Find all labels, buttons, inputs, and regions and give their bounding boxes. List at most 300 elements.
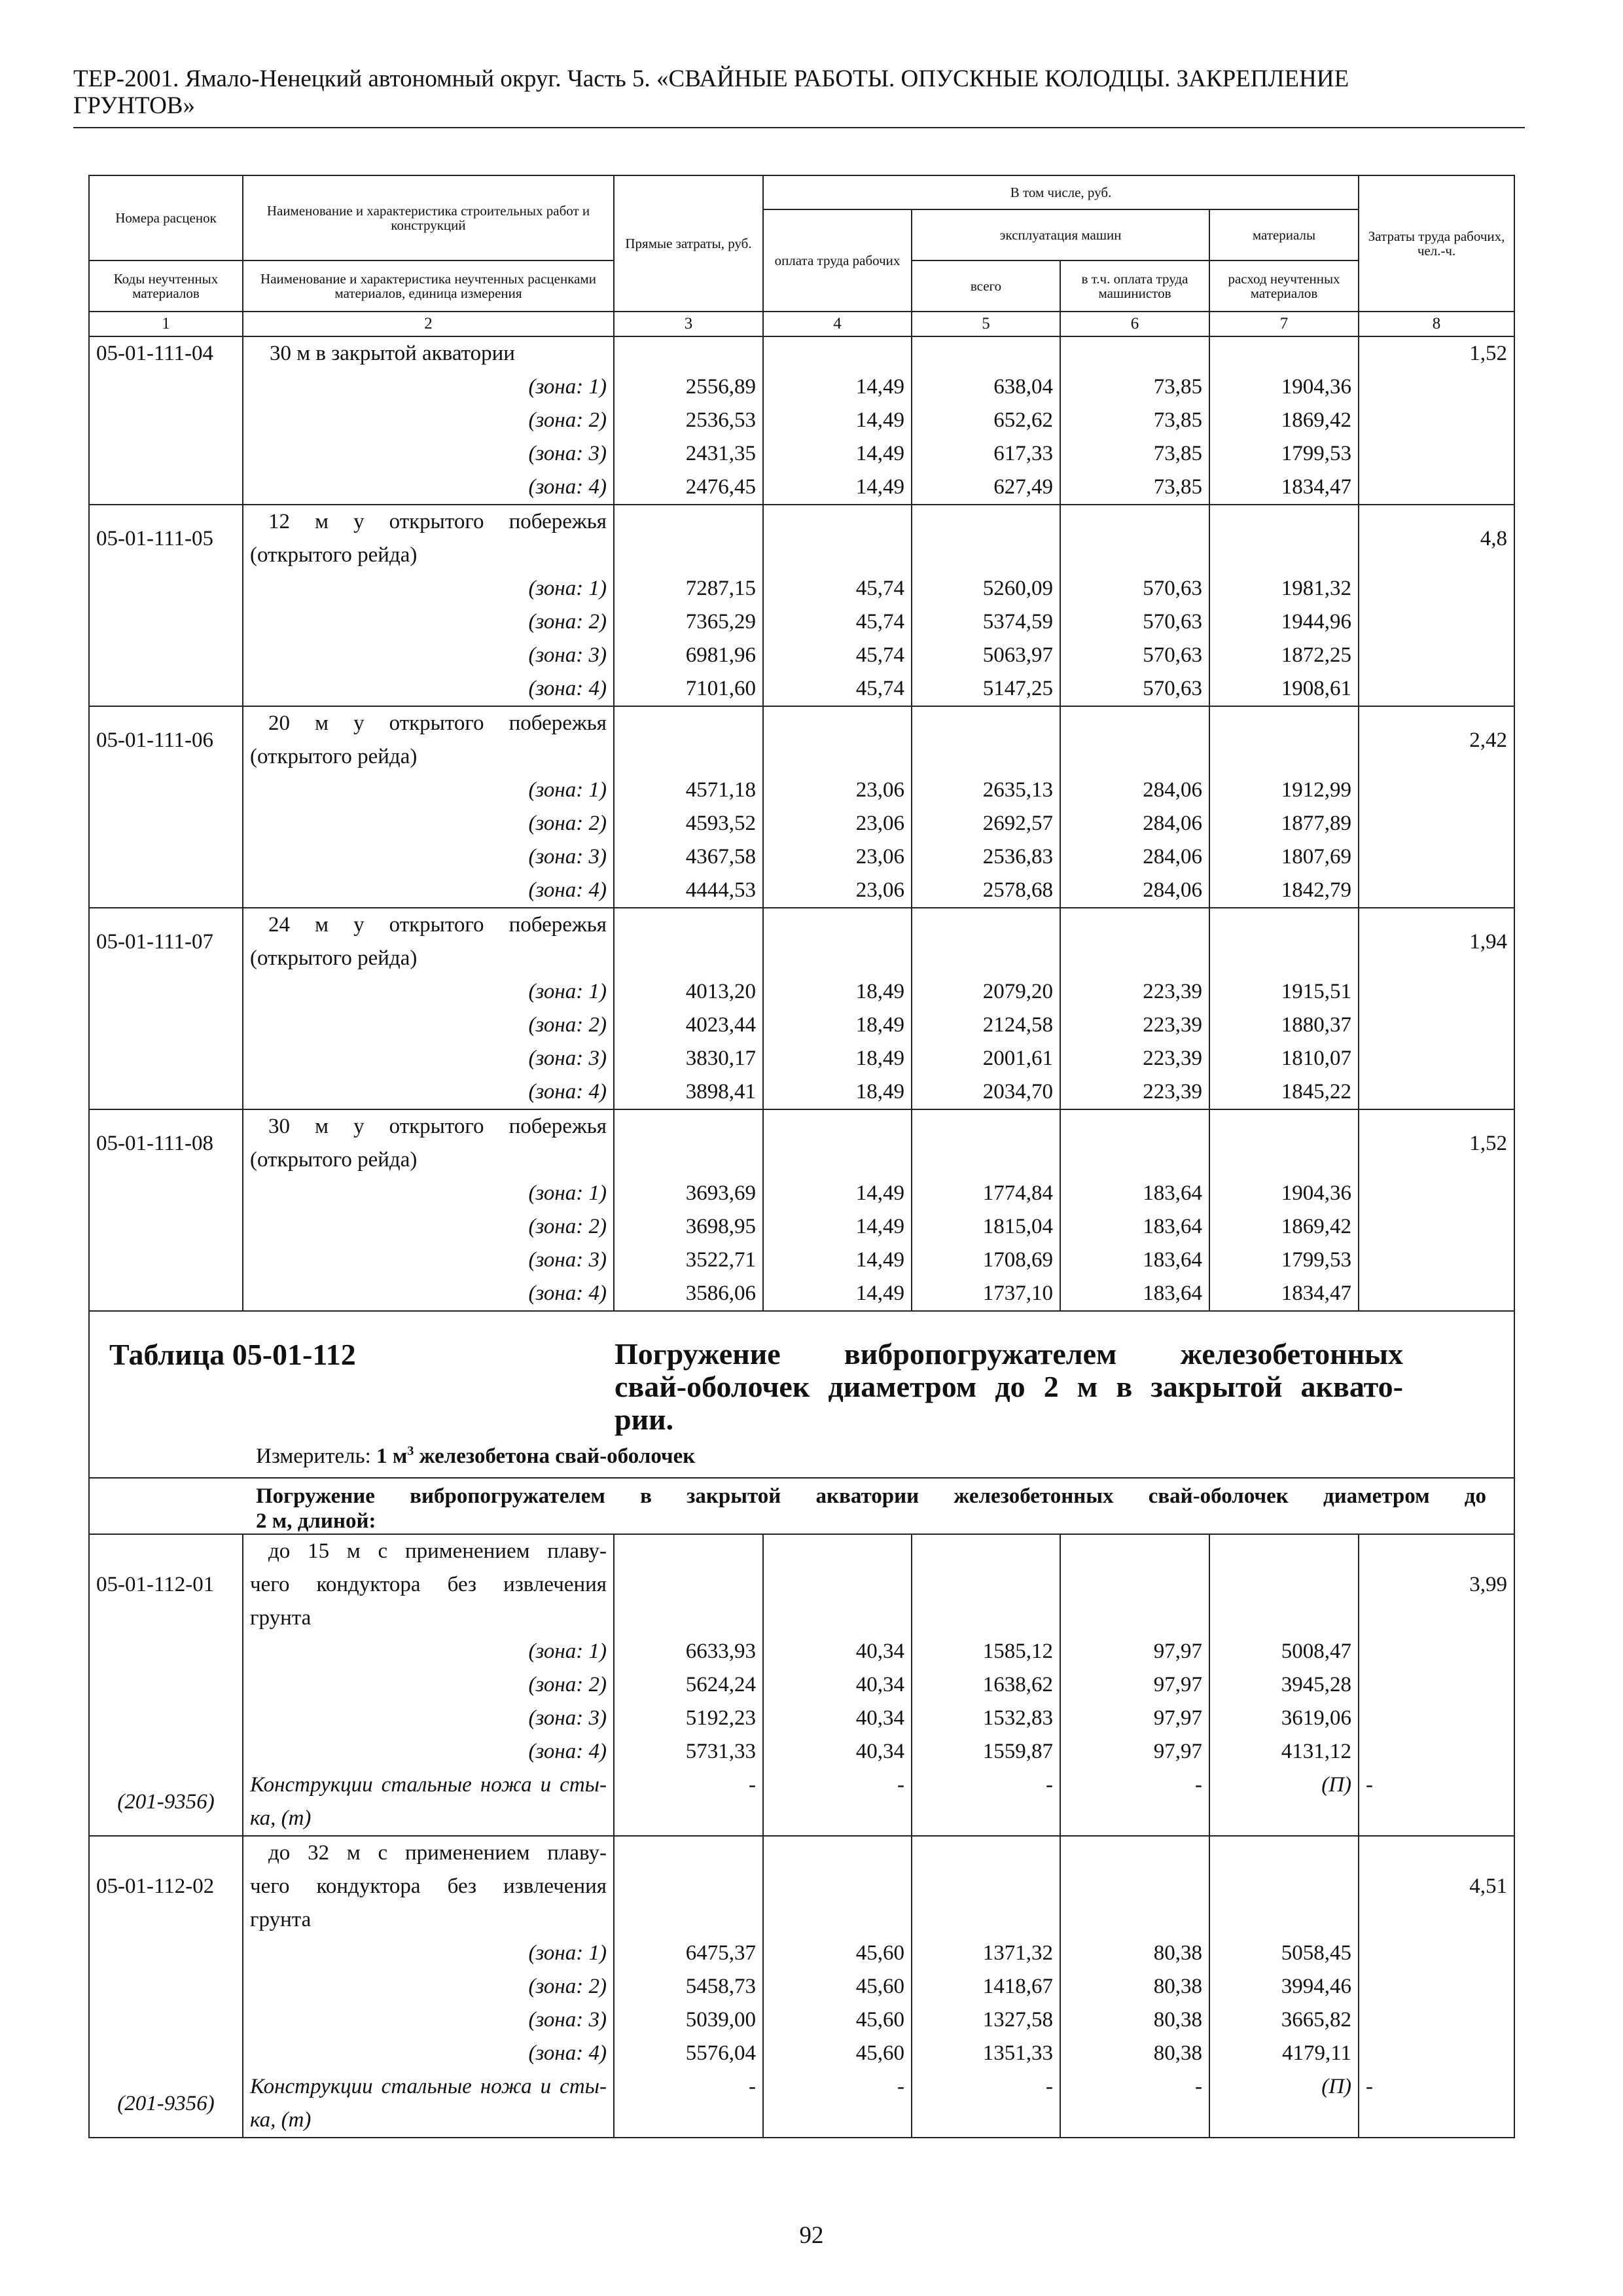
rate-description-line: (открытого рейда) [250,946,418,970]
zone-label: (зона: 3) [243,1244,614,1277]
materials-cost: 5008,47 [1209,1635,1359,1668]
zone-label: (зона: 1) [243,1635,614,1668]
direct-cost: 5192,23 [614,1702,763,1735]
rate-row [89,505,1514,572]
material-machines-dash: - [912,1768,1060,1836]
rate-group [89,1109,1514,1311]
materials-cost: 1834,47 [1209,471,1359,505]
rate-group [89,1836,1514,2138]
zone-label: (зона: 1) [243,370,614,404]
direct-cost: 4013,20 [614,975,763,1009]
table-112-title [89,1311,1514,1534]
machines-total: 1559,87 [912,1735,1060,1768]
machines-total: 5374,59 [912,605,1060,639]
material-consumption: (П) [1209,2070,1359,2138]
zone-row [89,1009,1514,1042]
direct-cost: 4593,52 [614,807,763,840]
zone-label: (зона: 2) [243,605,614,639]
zone-label: (зона: 2) [243,1009,614,1042]
rate-group [89,336,1514,505]
rate-code: 05-01-111-06 [89,706,243,774]
zone-row [89,2003,1514,2037]
machines-total: 1532,83 [912,1702,1060,1735]
machines-total: 1327,58 [912,2003,1060,2037]
machines-total: 638,04 [912,370,1060,404]
zone-label: (зона: 1) [243,975,614,1009]
wages: 18,49 [763,1009,912,1042]
operators-wages: 284,06 [1060,807,1209,840]
rate-description [243,336,614,370]
rate-code: 05-01-111-04 [89,336,243,370]
zone-label: (зона: 3) [243,1702,614,1735]
wages: 45,60 [763,1937,912,1970]
zone-row [89,471,1514,505]
machines-total: 1371,32 [912,1937,1060,1970]
col-material-codes-header: Коды неучтенных материалов [89,260,243,312]
zone-row [89,1177,1514,1210]
zone-label: (зона: 3) [243,639,614,672]
table-caption-line: Погружение вибропогружателем железобетонных [615,1337,1403,1371]
column-number: 6 [1060,312,1209,336]
materials-cost: 1877,89 [1209,807,1359,840]
operators-wages: 80,38 [1060,1937,1209,1970]
section-subtitle [256,1484,1486,1534]
zone-label: (зона: 1) [243,1177,614,1210]
operators-wages: 183,64 [1060,1210,1209,1244]
labor-cost: 1,52 [1359,1109,1514,1177]
material-labor-dash: - [1359,1768,1514,1836]
zone-row [89,1042,1514,1075]
materials-cost: 3665,82 [1209,2003,1359,2037]
machines-total: 627,49 [912,471,1060,505]
zone-row [89,1277,1514,1311]
material-row [89,2070,1514,2138]
rate-description-line: грунта [250,1908,312,1931]
direct-cost: 2556,89 [614,370,763,404]
material-name [243,2070,614,2138]
page-number: 92 [799,2222,824,2249]
column-number: 8 [1359,312,1514,336]
rate-group [89,505,1514,706]
rate-description [243,1836,614,1937]
labor-cost: 4,8 [1359,505,1514,572]
direct-cost: 3898,41 [614,1075,763,1109]
table-header [89,175,1514,336]
machines-total: 617,33 [912,437,1060,471]
machines-total: 5063,97 [912,639,1060,672]
rate-code: 05-01-111-05 [89,505,243,572]
material-name [243,1768,614,1836]
zone-row [89,1075,1514,1109]
operators-wages: 570,63 [1060,572,1209,605]
materials-cost: 1981,32 [1209,572,1359,605]
rate-code: 05-01-111-08 [89,1109,243,1177]
material-name-line: ка, (т) [250,2108,312,2132]
table-caption [615,1338,1403,1436]
machines-total: 2578,68 [912,874,1060,908]
machines-total: 1638,62 [912,1668,1060,1702]
materials-cost: 1845,22 [1209,1075,1359,1109]
wages: 45,74 [763,605,912,639]
rate-description [243,1534,614,1635]
table-label: Таблица 05-01-112 [109,1338,356,1371]
operators-wages: 284,06 [1060,774,1209,807]
machines-total: 5260,09 [912,572,1060,605]
wages: 45,60 [763,2037,912,2070]
wages: 14,49 [763,370,912,404]
column-number: 3 [614,312,763,336]
header-line-1: ТЕР-2001. Ямало-Ненецкий автономный округ. Часть 5. «СВАЙНЫЕ РАБОТЫ. ОПУСКНЫЕ КОЛОДЦЫ. ЗАКРЕПЛЕНИЕ [73,65,1349,92]
materials-cost: 1944,96 [1209,605,1359,639]
zone-row [89,1635,1514,1668]
page-header [73,65,1523,119]
machines-total: 2692,57 [912,807,1060,840]
labor-cost: 1,52 [1359,336,1514,370]
machines-total: 1708,69 [912,1244,1060,1277]
zone-label: (зона: 1) [243,572,614,605]
zone-label: (зона: 1) [243,774,614,807]
materials-cost: 3994,46 [1209,1970,1359,2003]
material-name-line: ка, (т) [250,1806,312,1830]
operators-wages: 223,39 [1060,1042,1209,1075]
column-number: 1 [89,312,243,336]
wages: 18,49 [763,975,912,1009]
operators-wages: 284,06 [1060,874,1209,908]
machines-total: 2536,83 [912,840,1060,874]
table-caption-line: свай-оболочек диаметром до 2 м в закрытой аквато- [615,1370,1403,1403]
rate-description-line: до 15 м с применением плаву- [268,1539,607,1563]
wages: 40,34 [763,1702,912,1735]
operators-wages: 97,97 [1060,1702,1209,1735]
material-name-line: Конструкции стальные ножа и сты- [250,2075,607,2098]
operators-wages: 223,39 [1060,975,1209,1009]
rate-description-line: до 32 м с применением плаву- [268,1841,607,1865]
zone-row [89,437,1514,471]
direct-cost: 2476,45 [614,471,763,505]
direct-cost: 4571,18 [614,774,763,807]
machines-total: 1351,33 [912,2037,1060,2070]
operators-wages: 183,64 [1060,1277,1209,1311]
direct-cost: 7287,15 [614,572,763,605]
wages: 45,60 [763,2003,912,2037]
wages: 23,06 [763,774,912,807]
direct-cost: 6633,93 [614,1635,763,1668]
rate-description-line: (открытого рейда) [250,543,418,567]
material-machines-dash: - [912,2070,1060,2138]
zone-row [89,370,1514,404]
materials-cost: 1834,47 [1209,1277,1359,1311]
wages: 45,60 [763,1970,912,2003]
direct-cost: 5458,73 [614,1970,763,2003]
col-rate-number-header: Номера расценок [89,175,243,260]
zone-row [89,672,1514,706]
operators-wages: 73,85 [1060,370,1209,404]
measurement-unit [256,1440,695,1473]
zone-label: (зона: 3) [243,2003,614,2037]
measurement-unit-exponent: 3 [407,1444,414,1458]
rate-row [89,336,1514,370]
operators-wages: 183,64 [1060,1244,1209,1277]
direct-cost: 5731,33 [614,1735,763,1768]
rate-description-line: (открытого рейда) [250,745,418,768]
wages: 45,74 [763,639,912,672]
zone-label: (зона: 2) [243,1210,614,1244]
materials-cost: 1915,51 [1209,975,1359,1009]
table-caption-line: рии. [615,1403,674,1436]
wages: 18,49 [763,1042,912,1075]
materials-cost: 4179,11 [1209,2037,1359,2070]
operators-wages: 97,97 [1060,1668,1209,1702]
rate-row [89,1534,1514,1635]
wages: 14,49 [763,1177,912,1210]
operators-wages: 73,85 [1060,437,1209,471]
zone-row [89,1937,1514,1970]
machines-total: 652,62 [912,404,1060,437]
rate-description-line: 24 м у открытого побережья [268,913,607,937]
direct-cost: 6981,96 [614,639,763,672]
direct-cost: 3698,95 [614,1210,763,1244]
operators-wages: 223,39 [1060,1075,1209,1109]
rates-table [88,175,1515,2138]
zone-label: (зона: 2) [243,1970,614,2003]
labor-cost: 1,94 [1359,908,1514,975]
operators-wages: 73,85 [1060,471,1209,505]
col-material-names-header: Наименование и характеристика неучтенных расценками материалов, единица измерения [243,260,614,312]
direct-cost: 7365,29 [614,605,763,639]
operators-wages: 570,63 [1060,672,1209,706]
materials-cost: 1799,53 [1209,1244,1359,1277]
material-operators-dash: - [1060,2070,1209,2138]
materials-cost: 1880,37 [1209,1009,1359,1042]
measurement-unit-amount: 1 м [376,1444,408,1468]
direct-cost: 3693,69 [614,1177,763,1210]
direct-cost: 5624,24 [614,1668,763,1702]
col-labor-header: Затраты труда рабочих, чел.-ч. [1359,175,1514,312]
operators-wages: 80,38 [1060,2037,1209,2070]
zone-row [89,874,1514,908]
zone-row [89,2037,1514,2070]
header-line-2: ГРУНТОВ» [73,92,195,119]
material-direct-dash: - [614,2070,763,2138]
material-labor-dash: - [1359,2070,1514,2138]
measurement-unit-label: Измеритель: [256,1444,377,1468]
zone-label: (зона: 3) [243,1042,614,1075]
materials-cost: 1842,79 [1209,874,1359,908]
wages: 23,06 [763,874,912,908]
materials-cost: 3945,28 [1209,1668,1359,1702]
materials-cost: 1799,53 [1209,437,1359,471]
wages: 40,34 [763,1668,912,1702]
section-subtitle-line: Погружение вибропогружателем в закрытой акватории железобетонных свай-оболочек диаметром до [256,1484,1486,1508]
material-row [89,1768,1514,1836]
zone-row [89,774,1514,807]
zone-row [89,1735,1514,1768]
materials-cost: 4131,12 [1209,1735,1359,1768]
materials-cost: 1908,61 [1209,672,1359,706]
zone-row [89,1668,1514,1702]
rate-description-line: 30 м в закрытой акватории [270,342,515,365]
zone-row [89,975,1514,1009]
rate-row [89,706,1514,774]
rate-description-line: грунта [250,1606,312,1630]
wages: 14,49 [763,1244,912,1277]
rate-code: 05-01-111-07 [89,908,243,975]
machines-total: 1418,67 [912,1970,1060,2003]
operators-wages: 570,63 [1060,639,1209,672]
operators-wages: 97,97 [1060,1635,1209,1668]
operators-wages: 183,64 [1060,1177,1209,1210]
column-number: 5 [912,312,1060,336]
zone-label: (зона: 4) [243,1277,614,1311]
material-wages-dash: - [763,2070,912,2138]
zone-label: (зона: 4) [243,874,614,908]
col-machines-total-header: всего [912,260,1060,312]
direct-cost: 7101,60 [614,672,763,706]
zone-row [89,1970,1514,2003]
direct-cost: 5039,00 [614,2003,763,2037]
direct-cost: 4367,58 [614,840,763,874]
rate-group [89,706,1514,908]
material-wages-dash: - [763,1768,912,1836]
rate-description-line: 20 м у открытого побережья [268,711,607,735]
column-number: 4 [763,312,912,336]
col-direct-cost-header: Прямые затраты, руб. [614,175,763,312]
operators-wages: 284,06 [1060,840,1209,874]
materials-cost: 1810,07 [1209,1042,1359,1075]
zone-label: (зона: 2) [243,807,614,840]
group-materials-header: материалы [1209,209,1359,260]
col-materials-header: расход неучтенных материалов [1209,260,1359,312]
machines-total: 1815,04 [912,1210,1060,1244]
machines-total: 1737,10 [912,1277,1060,1311]
zone-row [89,807,1514,840]
direct-cost: 4444,53 [614,874,763,908]
measurement-unit-value [376,1444,695,1468]
zone-row [89,404,1514,437]
measurement-unit-rest: железобетона свай-оболочек [414,1444,696,1468]
rate-description-line: 12 м у открытого побережья [268,510,607,533]
col-operators-header: в т.ч. оплата труда машинистов [1060,260,1209,312]
material-consumption: (П) [1209,1768,1359,1836]
group-machines-header: эксплуатация машин [912,209,1209,260]
zone-label: (зона: 2) [243,1668,614,1702]
rate-description-line: чего кондуктора без извлечения [250,1573,607,1596]
header-rule [73,127,1525,128]
materials-cost: 1912,99 [1209,774,1359,807]
materials-cost: 1904,36 [1209,370,1359,404]
zone-label: (зона: 3) [243,437,614,471]
operators-wages: 570,63 [1060,605,1209,639]
rate-description-line: 30 м у открытого побережья [268,1115,607,1138]
wages: 23,06 [763,840,912,874]
labor-cost: 4,51 [1359,1836,1514,1937]
rate-description [243,908,614,975]
labor-cost: 2,42 [1359,706,1514,774]
machines-total: 1774,84 [912,1177,1060,1210]
materials-cost: 1869,42 [1209,404,1359,437]
zone-row [89,1702,1514,1735]
zone-label: (зона: 4) [243,672,614,706]
rate-description [243,1109,614,1177]
zone-label: (зона: 1) [243,1937,614,1970]
column-number: 7 [1209,312,1359,336]
zone-row [89,1210,1514,1244]
rate-description-line: чего кондуктора без извлечения [250,1874,607,1898]
col-wages-header: оплата труда рабочих [763,209,912,312]
material-name-line: Конструкции стальные ножа и сты- [250,1773,607,1797]
rate-group [89,1534,1514,1836]
col-work-name-header: Наименование и характеристика строительных работ и конструкций [243,175,614,260]
zone-row [89,1244,1514,1277]
machines-total: 5147,25 [912,672,1060,706]
zone-row [89,639,1514,672]
zone-label: (зона: 4) [243,471,614,505]
machines-total: 2124,58 [912,1009,1060,1042]
materials-cost: 1869,42 [1209,1210,1359,1244]
zone-label: (зона: 4) [243,2037,614,2070]
material-operators-dash: - [1060,1768,1209,1836]
material-code: (201-9356) [89,1768,243,1836]
operators-wages: 73,85 [1060,404,1209,437]
materials-cost: 1904,36 [1209,1177,1359,1210]
rate-description [243,706,614,774]
material-code: (201-9356) [89,2070,243,2138]
wages: 14,49 [763,1277,912,1311]
group-including-header: В том числе, руб. [763,175,1359,209]
zone-row [89,572,1514,605]
rate-description [243,505,614,572]
operators-wages: 97,97 [1060,1735,1209,1768]
operators-wages: 80,38 [1060,2003,1209,2037]
materials-cost: 1872,25 [1209,639,1359,672]
zone-label: (зона: 2) [243,404,614,437]
machines-total: 2034,70 [912,1075,1060,1109]
zone-row [89,605,1514,639]
rate-code: 05-01-112-02 [89,1836,243,1937]
wages: 40,34 [763,1735,912,1768]
wages: 40,34 [763,1635,912,1668]
machines-total: 1585,12 [912,1635,1060,1668]
machines-total: 2079,20 [912,975,1060,1009]
material-direct-dash: - [614,1768,763,1836]
column-numbers-row [89,312,1514,336]
materials-cost: 1807,69 [1209,840,1359,874]
wages: 45,74 [763,572,912,605]
zone-label: (зона: 4) [243,1735,614,1768]
direct-cost: 2431,35 [614,437,763,471]
rate-row [89,1836,1514,1937]
operators-wages: 80,38 [1060,1970,1209,2003]
column-number: 2 [243,312,614,336]
wages: 14,49 [763,437,912,471]
rate-row [89,908,1514,975]
rate-code: 05-01-112-01 [89,1534,243,1635]
direct-cost: 5576,04 [614,2037,763,2070]
machines-total: 2635,13 [912,774,1060,807]
zone-label: (зона: 4) [243,1075,614,1109]
wages: 23,06 [763,807,912,840]
materials-cost: 5058,45 [1209,1937,1359,1970]
direct-cost: 3522,71 [614,1244,763,1277]
wages: 14,49 [763,471,912,505]
machines-total: 2001,61 [912,1042,1060,1075]
wages: 45,74 [763,672,912,706]
zone-label: (зона: 3) [243,840,614,874]
direct-cost: 3586,06 [614,1277,763,1311]
wages: 14,49 [763,1210,912,1244]
labor-cost: 3,99 [1359,1534,1514,1635]
operators-wages: 223,39 [1060,1009,1209,1042]
